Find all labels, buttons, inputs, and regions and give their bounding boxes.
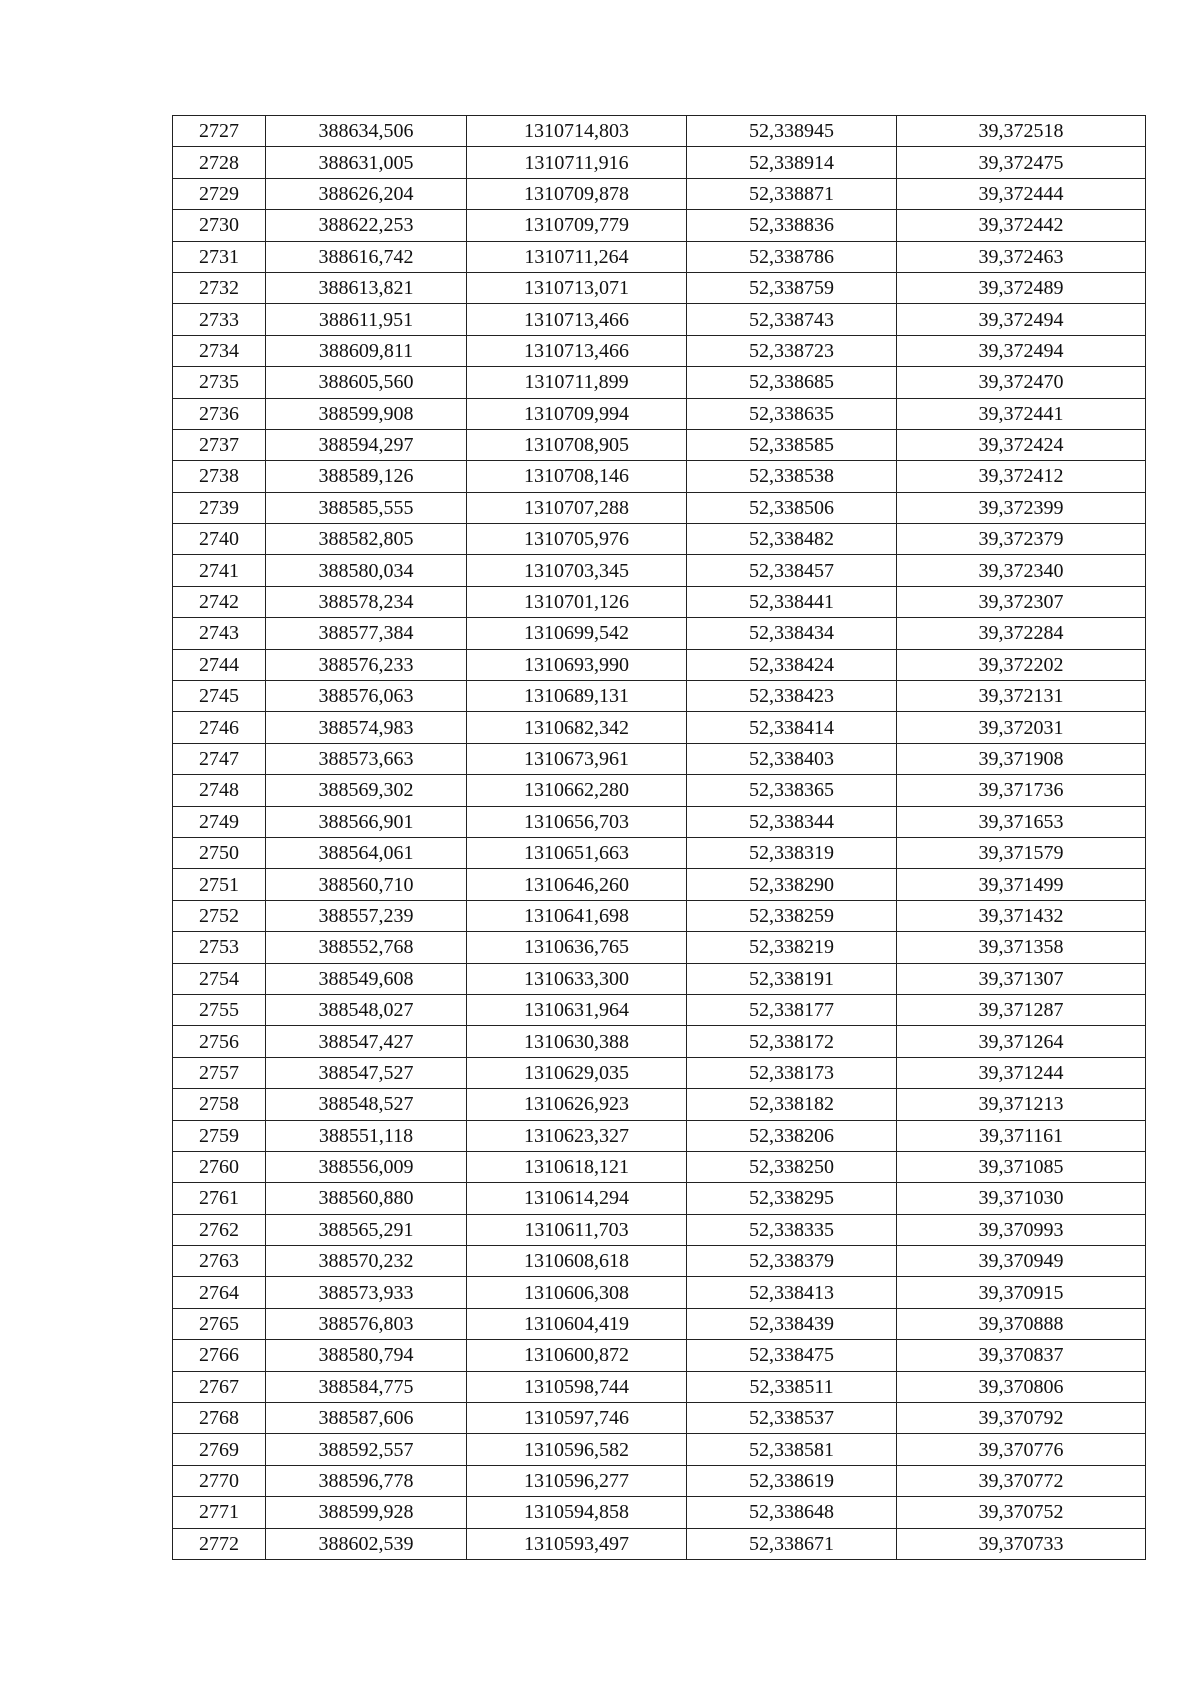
y-coordinate-cell: 1310689,131 [467,681,687,712]
longitude-cell: 39,370806 [897,1371,1146,1402]
latitude-cell: 52,338173 [687,1057,897,1088]
latitude-cell: 52,338457 [687,555,897,586]
longitude-cell: 39,372031 [897,712,1146,743]
longitude-cell: 39,372284 [897,618,1146,649]
point-number-cell: 2728 [173,147,266,178]
latitude-cell: 52,338259 [687,900,897,931]
y-coordinate-cell: 1310711,916 [467,147,687,178]
longitude-cell: 39,370752 [897,1497,1146,1528]
point-number-cell: 2731 [173,241,266,272]
x-coordinate-cell: 388569,302 [266,775,467,806]
point-number-cell: 2733 [173,304,266,335]
longitude-cell: 39,370915 [897,1277,1146,1308]
x-coordinate-cell: 388605,560 [266,367,467,398]
longitude-cell: 39,372494 [897,335,1146,366]
y-coordinate-cell: 1310711,899 [467,367,687,398]
longitude-cell: 39,371499 [897,869,1146,900]
point-number-cell: 2743 [173,618,266,649]
longitude-cell: 39,370733 [897,1528,1146,1559]
point-number-cell: 2730 [173,210,266,241]
longitude-cell: 39,372475 [897,147,1146,178]
x-coordinate-cell: 388616,742 [266,241,467,272]
x-coordinate-cell: 388589,126 [266,461,467,492]
x-coordinate-cell: 388602,539 [266,1528,467,1559]
x-coordinate-cell: 388551,118 [266,1120,467,1151]
point-number-cell: 2758 [173,1089,266,1120]
longitude-cell: 39,371908 [897,743,1146,774]
latitude-cell: 52,338635 [687,398,897,429]
latitude-cell: 52,338786 [687,241,897,272]
point-number-cell: 2769 [173,1434,266,1465]
point-number-cell: 2749 [173,806,266,837]
x-coordinate-cell: 388566,901 [266,806,467,837]
latitude-cell: 52,338441 [687,586,897,617]
x-coordinate-cell: 388565,291 [266,1214,467,1245]
table-row [173,963,1146,994]
x-coordinate-cell: 388613,821 [266,272,467,303]
latitude-cell: 52,338206 [687,1120,897,1151]
latitude-cell: 52,338871 [687,178,897,209]
point-number-cell: 2746 [173,712,266,743]
table-row [173,304,1146,335]
longitude-cell: 39,372494 [897,304,1146,335]
point-number-cell: 2768 [173,1403,266,1434]
x-coordinate-cell: 388549,608 [266,963,467,994]
longitude-cell: 39,371432 [897,900,1146,931]
latitude-cell: 52,338182 [687,1089,897,1120]
point-number-cell: 2762 [173,1214,266,1245]
y-coordinate-cell: 1310641,698 [467,900,687,931]
point-number-cell: 2755 [173,994,266,1025]
x-coordinate-cell: 388592,557 [266,1434,467,1465]
table-row [173,681,1146,712]
latitude-cell: 52,338335 [687,1214,897,1245]
latitude-cell: 52,338219 [687,932,897,963]
table-row [173,1214,1146,1245]
x-coordinate-cell: 388585,555 [266,492,467,523]
point-number-cell: 2764 [173,1277,266,1308]
longitude-cell: 39,372131 [897,681,1146,712]
table-row [173,649,1146,680]
point-number-cell: 2729 [173,178,266,209]
longitude-cell: 39,372202 [897,649,1146,680]
point-number-cell: 2738 [173,461,266,492]
latitude-cell: 52,338414 [687,712,897,743]
longitude-cell: 39,372518 [897,116,1146,147]
y-coordinate-cell: 1310708,146 [467,461,687,492]
y-coordinate-cell: 1310626,923 [467,1089,687,1120]
x-coordinate-cell: 388570,232 [266,1246,467,1277]
latitude-cell: 52,338538 [687,461,897,492]
table-row [173,1528,1146,1559]
table-row [173,1340,1146,1371]
table-row [173,1371,1146,1402]
coordinates-table-body [173,116,1146,1560]
table-row [173,492,1146,523]
latitude-cell: 52,338685 [687,367,897,398]
point-number-cell: 2753 [173,932,266,963]
x-coordinate-cell: 388578,234 [266,586,467,617]
y-coordinate-cell: 1310597,746 [467,1403,687,1434]
x-coordinate-cell: 388547,427 [266,1026,467,1057]
x-coordinate-cell: 388580,034 [266,555,467,586]
y-coordinate-cell: 1310709,994 [467,398,687,429]
latitude-cell: 52,338177 [687,994,897,1025]
longitude-cell: 39,371287 [897,994,1146,1025]
y-coordinate-cell: 1310623,327 [467,1120,687,1151]
y-coordinate-cell: 1310713,466 [467,335,687,366]
y-coordinate-cell: 1310662,280 [467,775,687,806]
x-coordinate-cell: 388548,027 [266,994,467,1025]
point-number-cell: 2737 [173,429,266,460]
point-number-cell: 2770 [173,1465,266,1496]
x-coordinate-cell: 388556,009 [266,1151,467,1182]
y-coordinate-cell: 1310631,964 [467,994,687,1025]
longitude-cell: 39,372412 [897,461,1146,492]
point-number-cell: 2736 [173,398,266,429]
latitude-cell: 52,338250 [687,1151,897,1182]
table-row [173,1151,1146,1182]
table-row [173,932,1146,963]
table-row [173,1434,1146,1465]
x-coordinate-cell: 388577,384 [266,618,467,649]
latitude-cell: 52,338344 [687,806,897,837]
y-coordinate-cell: 1310596,582 [467,1434,687,1465]
y-coordinate-cell: 1310608,618 [467,1246,687,1277]
table-row [173,210,1146,241]
latitude-cell: 52,338295 [687,1183,897,1214]
point-number-cell: 2751 [173,869,266,900]
y-coordinate-cell: 1310713,466 [467,304,687,335]
x-coordinate-cell: 388611,951 [266,304,467,335]
y-coordinate-cell: 1310693,990 [467,649,687,680]
table-row [173,743,1146,774]
y-coordinate-cell: 1310682,342 [467,712,687,743]
x-coordinate-cell: 388564,061 [266,837,467,868]
x-coordinate-cell: 388560,710 [266,869,467,900]
point-number-cell: 2735 [173,367,266,398]
x-coordinate-cell: 388574,983 [266,712,467,743]
point-number-cell: 2739 [173,492,266,523]
y-coordinate-cell: 1310703,345 [467,555,687,586]
y-coordinate-cell: 1310707,288 [467,492,687,523]
longitude-cell: 39,371244 [897,1057,1146,1088]
point-number-cell: 2760 [173,1151,266,1182]
point-number-cell: 2745 [173,681,266,712]
y-coordinate-cell: 1310709,878 [467,178,687,209]
table-row [173,1057,1146,1088]
y-coordinate-cell: 1310633,300 [467,963,687,994]
y-coordinate-cell: 1310713,071 [467,272,687,303]
latitude-cell: 52,338511 [687,1371,897,1402]
x-coordinate-cell: 388594,297 [266,429,467,460]
y-coordinate-cell: 1310604,419 [467,1308,687,1339]
latitude-cell: 52,338379 [687,1246,897,1277]
longitude-cell: 39,370772 [897,1465,1146,1496]
x-coordinate-cell: 388584,775 [266,1371,467,1402]
longitude-cell: 39,370837 [897,1340,1146,1371]
x-coordinate-cell: 388547,527 [266,1057,467,1088]
latitude-cell: 52,338723 [687,335,897,366]
table-row [173,837,1146,868]
latitude-cell: 52,338671 [687,1528,897,1559]
point-number-cell: 2757 [173,1057,266,1088]
table-row [173,586,1146,617]
table-row [173,555,1146,586]
longitude-cell: 39,370949 [897,1246,1146,1277]
longitude-cell: 39,371161 [897,1120,1146,1151]
longitude-cell: 39,372442 [897,210,1146,241]
point-number-cell: 2763 [173,1246,266,1277]
x-coordinate-cell: 388609,811 [266,335,467,366]
y-coordinate-cell: 1310708,905 [467,429,687,460]
longitude-cell: 39,371653 [897,806,1146,837]
longitude-cell: 39,371264 [897,1026,1146,1057]
point-number-cell: 2741 [173,555,266,586]
latitude-cell: 52,338423 [687,681,897,712]
y-coordinate-cell: 1310630,388 [467,1026,687,1057]
x-coordinate-cell: 388587,606 [266,1403,467,1434]
longitude-cell: 39,371358 [897,932,1146,963]
table-row [173,1246,1146,1277]
latitude-cell: 52,338743 [687,304,897,335]
table-row [173,994,1146,1025]
point-number-cell: 2765 [173,1308,266,1339]
y-coordinate-cell: 1310699,542 [467,618,687,649]
y-coordinate-cell: 1310606,308 [467,1277,687,1308]
y-coordinate-cell: 1310714,803 [467,116,687,147]
latitude-cell: 52,338403 [687,743,897,774]
table-row [173,806,1146,837]
point-number-cell: 2752 [173,900,266,931]
point-number-cell: 2771 [173,1497,266,1528]
longitude-cell: 39,371085 [897,1151,1146,1182]
table-row [173,1026,1146,1057]
x-coordinate-cell: 388626,204 [266,178,467,209]
point-number-cell: 2742 [173,586,266,617]
table-row [173,1308,1146,1339]
point-number-cell: 2732 [173,272,266,303]
y-coordinate-cell: 1310656,703 [467,806,687,837]
latitude-cell: 52,338172 [687,1026,897,1057]
y-coordinate-cell: 1310594,858 [467,1497,687,1528]
longitude-cell: 39,371736 [897,775,1146,806]
x-coordinate-cell: 388631,005 [266,147,467,178]
y-coordinate-cell: 1310598,744 [467,1371,687,1402]
point-number-cell: 2767 [173,1371,266,1402]
table-row [173,429,1146,460]
x-coordinate-cell: 388552,768 [266,932,467,963]
point-number-cell: 2756 [173,1026,266,1057]
table-row [173,241,1146,272]
x-coordinate-cell: 388634,506 [266,116,467,147]
longitude-cell: 39,372489 [897,272,1146,303]
longitude-cell: 39,371307 [897,963,1146,994]
latitude-cell: 52,338434 [687,618,897,649]
point-number-cell: 2766 [173,1340,266,1371]
point-number-cell: 2761 [173,1183,266,1214]
longitude-cell: 39,372399 [897,492,1146,523]
longitude-cell: 39,372307 [897,586,1146,617]
point-number-cell: 2744 [173,649,266,680]
x-coordinate-cell: 388596,778 [266,1465,467,1496]
latitude-cell: 52,338439 [687,1308,897,1339]
point-number-cell: 2734 [173,335,266,366]
table-row [173,367,1146,398]
table-row [173,618,1146,649]
table-row [173,1183,1146,1214]
latitude-cell: 52,338648 [687,1497,897,1528]
longitude-cell: 39,372470 [897,367,1146,398]
y-coordinate-cell: 1310711,264 [467,241,687,272]
table-row [173,1089,1146,1120]
longitude-cell: 39,370792 [897,1403,1146,1434]
longitude-cell: 39,371579 [897,837,1146,868]
longitude-cell: 39,372441 [897,398,1146,429]
y-coordinate-cell: 1310629,035 [467,1057,687,1088]
y-coordinate-cell: 1310709,779 [467,210,687,241]
x-coordinate-cell: 388599,908 [266,398,467,429]
latitude-cell: 52,338759 [687,272,897,303]
x-coordinate-cell: 388622,253 [266,210,467,241]
latitude-cell: 52,338506 [687,492,897,523]
latitude-cell: 52,338319 [687,837,897,868]
latitude-cell: 52,338191 [687,963,897,994]
latitude-cell: 52,338836 [687,210,897,241]
table-row [173,775,1146,806]
latitude-cell: 52,338581 [687,1434,897,1465]
longitude-cell: 39,372340 [897,555,1146,586]
x-coordinate-cell: 388599,928 [266,1497,467,1528]
latitude-cell: 52,338914 [687,147,897,178]
x-coordinate-cell: 388580,794 [266,1340,467,1371]
table-row [173,335,1146,366]
table-row [173,1120,1146,1151]
table-row [173,178,1146,209]
latitude-cell: 52,338945 [687,116,897,147]
latitude-cell: 52,338365 [687,775,897,806]
y-coordinate-cell: 1310611,703 [467,1214,687,1245]
y-coordinate-cell: 1310651,663 [467,837,687,868]
latitude-cell: 52,338619 [687,1465,897,1496]
x-coordinate-cell: 388557,239 [266,900,467,931]
table-row [173,116,1146,147]
y-coordinate-cell: 1310705,976 [467,524,687,555]
table-row [173,147,1146,178]
longitude-cell: 39,371030 [897,1183,1146,1214]
point-number-cell: 2754 [173,963,266,994]
longitude-cell: 39,370993 [897,1214,1146,1245]
longitude-cell: 39,371213 [897,1089,1146,1120]
y-coordinate-cell: 1310618,121 [467,1151,687,1182]
latitude-cell: 52,338585 [687,429,897,460]
table-row [173,1465,1146,1496]
x-coordinate-cell: 388573,933 [266,1277,467,1308]
point-number-cell: 2748 [173,775,266,806]
x-coordinate-cell: 388576,803 [266,1308,467,1339]
x-coordinate-cell: 388548,527 [266,1089,467,1120]
x-coordinate-cell: 388560,880 [266,1183,467,1214]
point-number-cell: 2747 [173,743,266,774]
table-row [173,1277,1146,1308]
table-row [173,398,1146,429]
x-coordinate-cell: 388573,663 [266,743,467,774]
latitude-cell: 52,338475 [687,1340,897,1371]
longitude-cell: 39,370776 [897,1434,1146,1465]
table-row [173,712,1146,743]
longitude-cell: 39,370888 [897,1308,1146,1339]
table-row [173,869,1146,900]
latitude-cell: 52,338482 [687,524,897,555]
coordinates-table [172,115,1146,1560]
y-coordinate-cell: 1310673,961 [467,743,687,774]
x-coordinate-cell: 388576,233 [266,649,467,680]
longitude-cell: 39,372444 [897,178,1146,209]
x-coordinate-cell: 388576,063 [266,681,467,712]
latitude-cell: 52,338413 [687,1277,897,1308]
y-coordinate-cell: 1310646,260 [467,869,687,900]
y-coordinate-cell: 1310636,765 [467,932,687,963]
table-row [173,900,1146,931]
table-row [173,524,1146,555]
table-row [173,461,1146,492]
longitude-cell: 39,372463 [897,241,1146,272]
y-coordinate-cell: 1310701,126 [467,586,687,617]
x-coordinate-cell: 388582,805 [266,524,467,555]
longitude-cell: 39,372424 [897,429,1146,460]
y-coordinate-cell: 1310600,872 [467,1340,687,1371]
latitude-cell: 52,338290 [687,869,897,900]
point-number-cell: 2759 [173,1120,266,1151]
y-coordinate-cell: 1310596,277 [467,1465,687,1496]
table-row [173,1497,1146,1528]
y-coordinate-cell: 1310614,294 [467,1183,687,1214]
point-number-cell: 2772 [173,1528,266,1559]
point-number-cell: 2727 [173,116,266,147]
table-row [173,1403,1146,1434]
y-coordinate-cell: 1310593,497 [467,1528,687,1559]
longitude-cell: 39,372379 [897,524,1146,555]
latitude-cell: 52,338424 [687,649,897,680]
table-row [173,272,1146,303]
latitude-cell: 52,338537 [687,1403,897,1434]
point-number-cell: 2750 [173,837,266,868]
point-number-cell: 2740 [173,524,266,555]
